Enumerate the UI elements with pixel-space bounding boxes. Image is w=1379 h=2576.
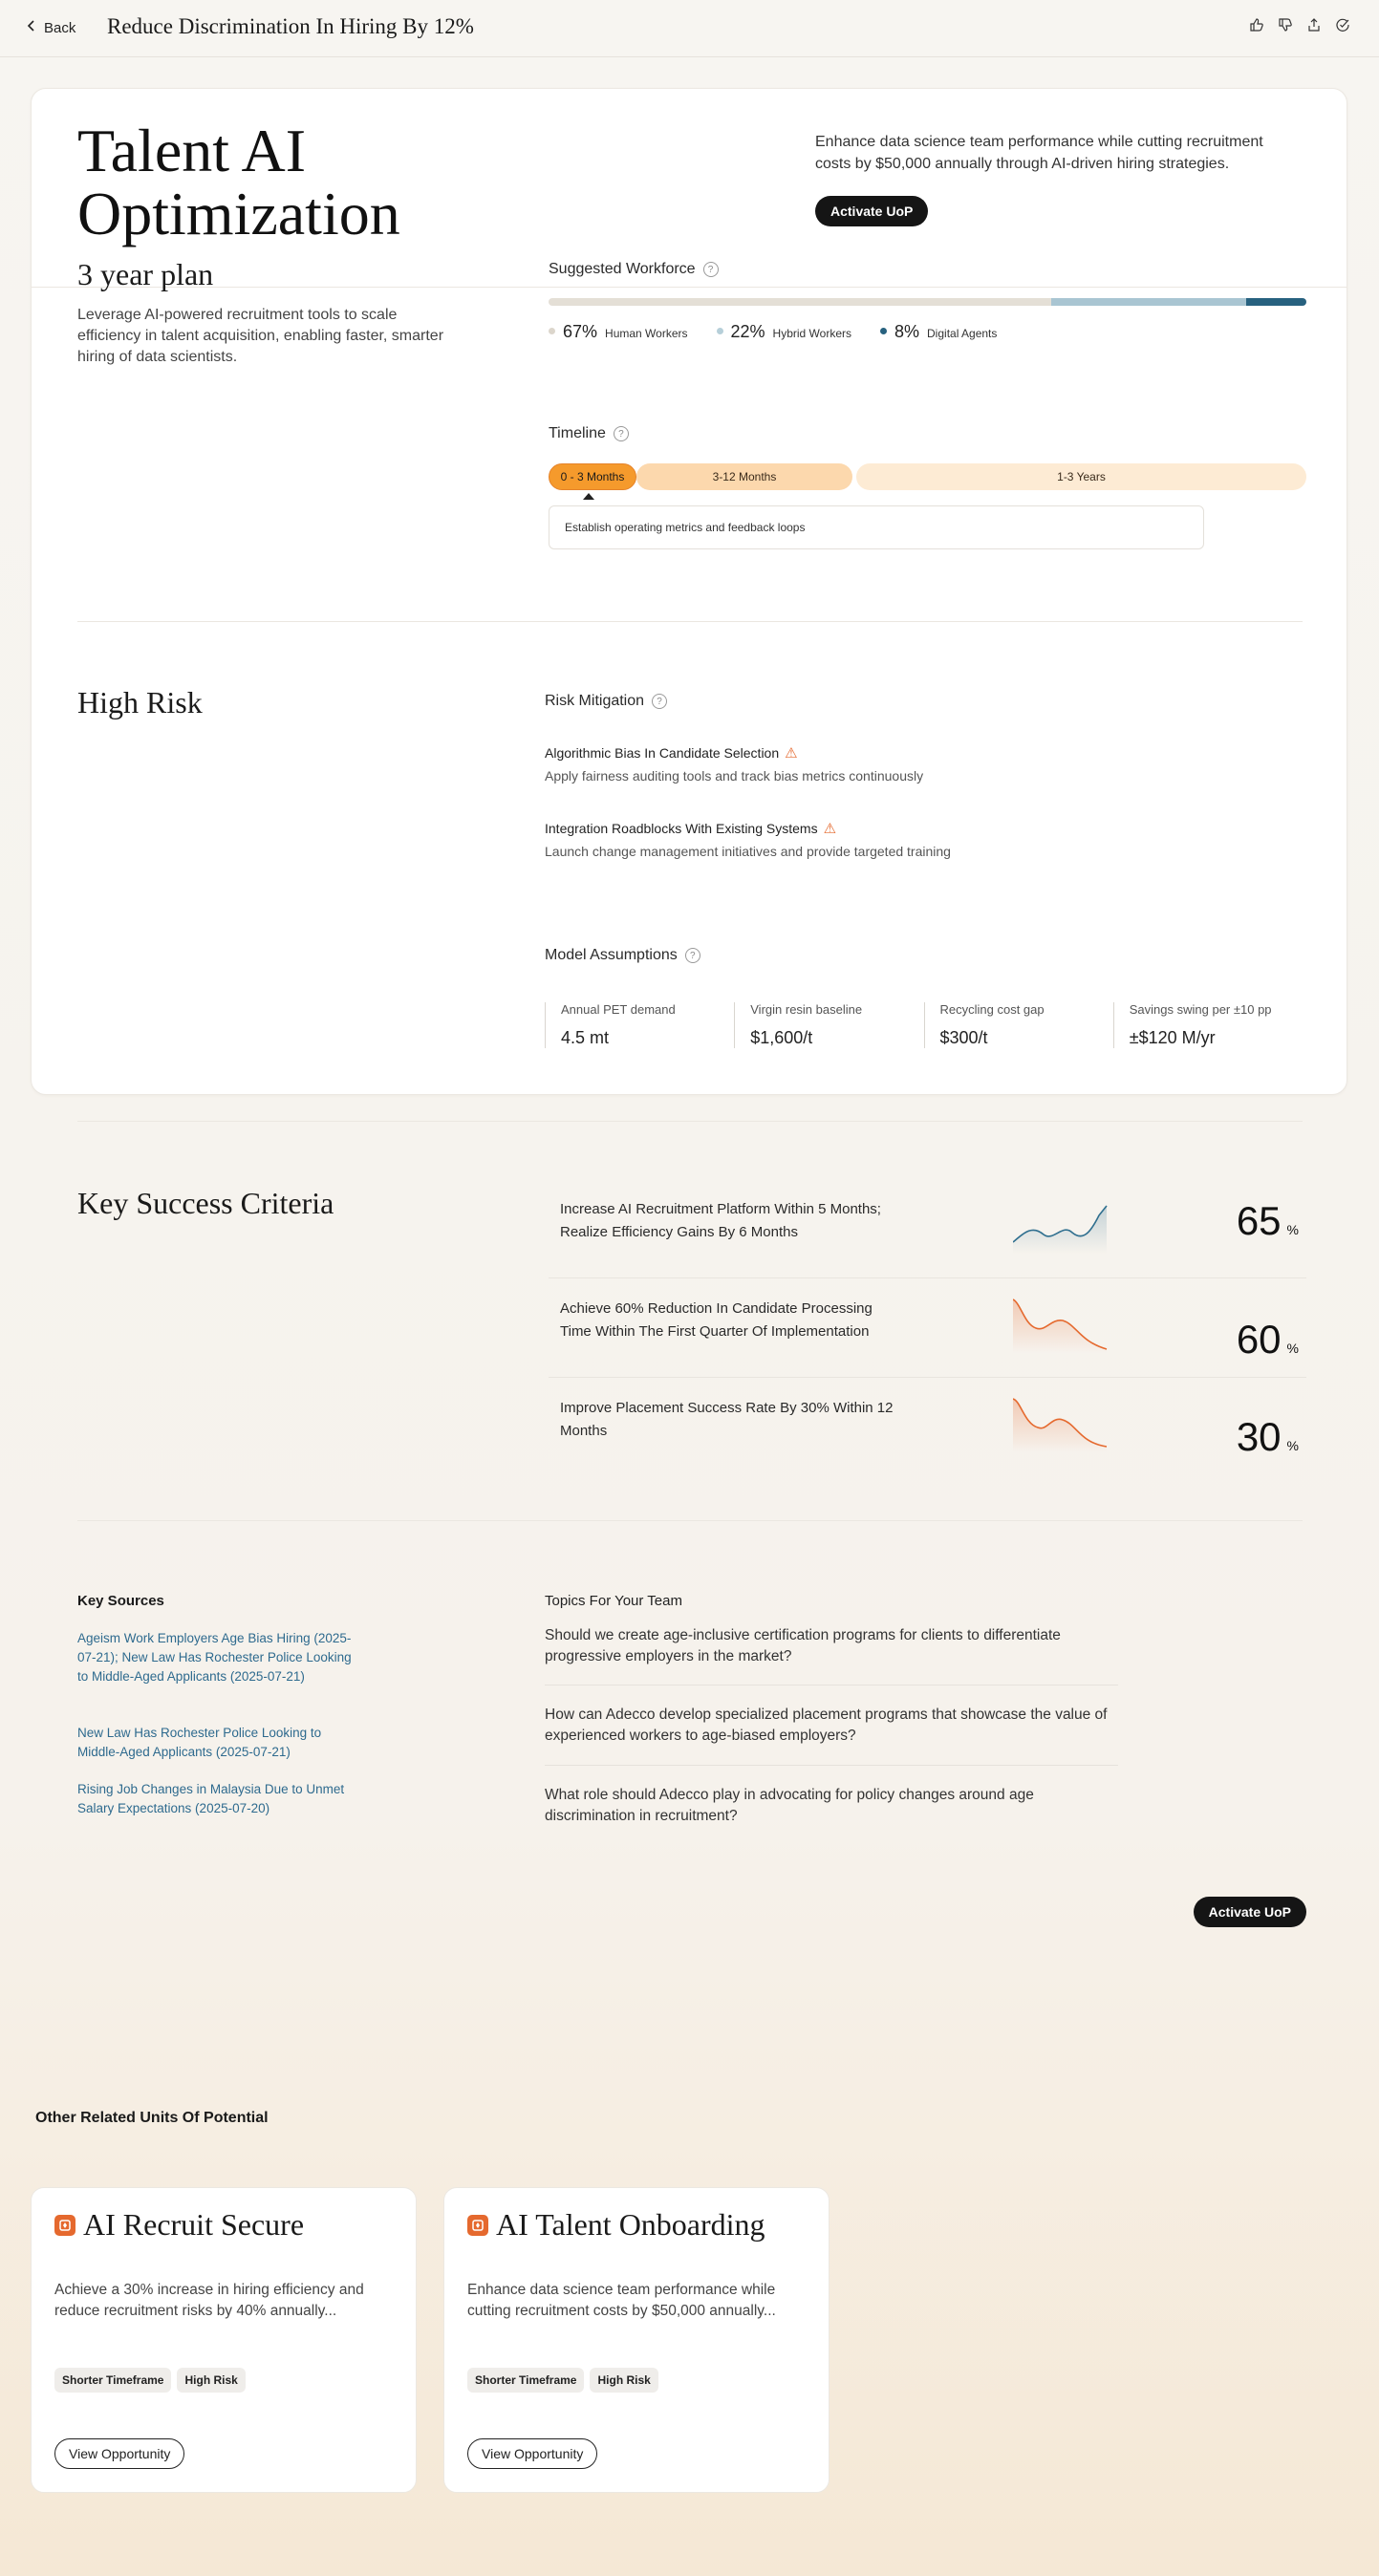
criterion-text: Achieve 60% Reduction In Candidate Processing Time Within The First Quarter Of Implementation xyxy=(560,1300,873,1340)
assumption-item xyxy=(924,1002,1108,1048)
help-icon[interactable]: ? xyxy=(703,262,719,277)
divider xyxy=(77,621,1303,622)
related-heading: Other Related Units Of Potential xyxy=(35,2110,269,2126)
warning-icon: ⚠ xyxy=(823,821,837,837)
top-bar xyxy=(0,0,1379,57)
assumption-label: Virgin resin baseline xyxy=(750,1002,863,1017)
divider xyxy=(32,287,1347,288)
activate-uop-button[interactable]: Activate UoP xyxy=(815,196,928,226)
risk-title: Integration Roadblocks With Existing Systems xyxy=(545,821,818,836)
tag: Shorter Timeframe xyxy=(54,2368,171,2393)
hero-title: Talent AI Optimization xyxy=(77,117,400,247)
tag: High Risk xyxy=(177,2368,245,2393)
topic-item[interactable]: What role should Adecco play in advocating for policy changes around age discrimination in recruitment? xyxy=(545,1787,1034,1824)
risk-item xyxy=(545,820,951,859)
workforce-legend xyxy=(549,322,997,342)
page-title: Reduce Discrimination In Hiring By 12% xyxy=(107,14,474,38)
criterion-number: 30 xyxy=(1236,1414,1282,1459)
back-label: Back xyxy=(44,19,76,36)
risk-description: Apply fairness auditing tools and track bias metrics continuously xyxy=(545,768,924,784)
divider xyxy=(77,1121,1303,1122)
view-opportunity-button[interactable]: View Opportunity xyxy=(54,2438,184,2469)
legend-dot-icon xyxy=(717,328,723,334)
legend-dot-icon xyxy=(549,328,555,334)
related-card xyxy=(31,2187,417,2493)
success-criterion xyxy=(549,1179,1306,1278)
criterion-unit: % xyxy=(1286,1341,1299,1356)
related-card-description: Enhance data science team performance while cutting recruitment costs by $50,000 annually... xyxy=(467,2282,776,2319)
workforce-percent: 22% xyxy=(730,322,765,341)
timeline-segment-1-3-years[interactable]: 1-3 Years xyxy=(856,463,1306,490)
workforce-name: Hybrid Workers xyxy=(772,327,851,340)
model-assumptions xyxy=(545,1002,1303,1048)
success-criterion xyxy=(549,1378,1306,1477)
risk-heading: High Risk xyxy=(77,685,203,719)
workforce-bar-segment xyxy=(549,298,1051,306)
related-card-description: Achieve a 30% increase in hiring efficiency and reduce recruitment risks by 40% annually... xyxy=(54,2282,364,2319)
tag: High Risk xyxy=(590,2368,657,2393)
main-card xyxy=(31,88,1347,1920)
success-heading: Key Success Criteria xyxy=(77,1186,334,1220)
divider xyxy=(77,1520,1303,1521)
workforce-percent: 8% xyxy=(894,322,920,341)
plan-description: Leverage AI-powered recruitment tools to scale efficiency in talent acquisition, enabling faster, smarter hiring of data scientists. xyxy=(77,307,444,365)
workforce-label-text: Suggested Workforce xyxy=(549,261,696,277)
trend-sparkline xyxy=(1013,1296,1109,1353)
warning-icon: ⚠ xyxy=(785,745,798,762)
assumption-value: $1,600/t xyxy=(750,1028,813,1047)
workforce-bar-segment xyxy=(1246,298,1306,306)
workforce-legend-item xyxy=(717,322,852,342)
workforce-name: Human Workers xyxy=(605,327,688,340)
related-card xyxy=(443,2187,830,2493)
hero-description: Enhance data science team performance while cutting recruitment costs by $50,000 annually through AI-driven hiring strategies. xyxy=(815,134,1263,172)
back-button[interactable] xyxy=(27,19,75,36)
criterion-value xyxy=(1237,1317,1299,1363)
timeline-segment-0-3-months[interactable]: 0 - 3 Months xyxy=(549,463,636,490)
criterion-unit: % xyxy=(1286,1222,1299,1237)
thumbs-up-icon[interactable] xyxy=(1249,17,1264,32)
criterion-unit: % xyxy=(1286,1438,1299,1453)
sources-heading: Key Sources xyxy=(77,1593,164,1609)
timeline-detail: Establish operating metrics and feedback loops xyxy=(549,505,1204,549)
timeline-caret-icon xyxy=(583,493,594,500)
brand-logo-icon xyxy=(54,2215,75,2236)
source-link[interactable]: Rising Job Changes in Malaysia Due to Unmet Salary Expectations (2025-07-20) xyxy=(77,1782,345,1815)
help-icon[interactable]: ? xyxy=(652,694,667,709)
assumption-label: Recycling cost gap xyxy=(939,1002,1045,1017)
workforce-legend-item xyxy=(549,322,688,342)
assumption-value: ±$120 M/yr xyxy=(1129,1028,1216,1047)
topic-item[interactable]: How can Adecco develop specialized placement programs that showcase the value of experienced workers to age-biased employers? xyxy=(545,1707,1108,1744)
assumption-label: Savings swing per ±10 pp xyxy=(1129,1002,1272,1017)
timeline-bar xyxy=(549,463,1306,490)
source-link[interactable]: New Law Has Rochester Police Looking to Middle-Aged Applicants (2025-07-21) xyxy=(77,1726,322,1759)
divider xyxy=(545,1765,1118,1766)
model-assumptions-label-text: Model Assumptions xyxy=(545,947,678,963)
activate-uop-button[interactable]: Activate UoP xyxy=(1194,1897,1306,1927)
brand-logo-icon xyxy=(467,2215,488,2236)
assumption-label: Annual PET demand xyxy=(561,1002,676,1017)
share-icon[interactable] xyxy=(1306,17,1322,32)
risk-description: Launch change management initiatives and provide targeted training xyxy=(545,844,951,859)
assumption-item xyxy=(545,1002,728,1048)
topics-heading: Topics For Your Team xyxy=(545,1593,682,1609)
timeline-label xyxy=(549,425,629,442)
criterion-text: Improve Placement Success Rate By 30% Within 12 Months xyxy=(560,1400,894,1439)
workforce-name: Digital Agents xyxy=(927,327,998,340)
assumption-value: $300/t xyxy=(939,1028,988,1047)
criterion-value xyxy=(1237,1414,1299,1460)
topic-item[interactable]: Should we create age-inclusive certification programs for clients to differentiate progressive employers in the market? xyxy=(545,1627,1061,1664)
assumption-item xyxy=(1113,1002,1297,1048)
help-icon[interactable]: ? xyxy=(685,948,700,963)
timeline-label-text: Timeline xyxy=(549,425,606,441)
success-criterion xyxy=(549,1278,1306,1378)
workforce-legend-item xyxy=(880,322,997,342)
workforce-bar xyxy=(549,298,1306,306)
workforce-percent: 67% xyxy=(563,322,598,341)
tag: Shorter Timeframe xyxy=(467,2368,584,2393)
trend-sparkline xyxy=(1013,1196,1109,1254)
risk-item xyxy=(545,744,923,784)
legend-dot-icon xyxy=(880,328,887,334)
assumption-value: 4.5 mt xyxy=(561,1028,610,1047)
related-card-title: AI Recruit Secure xyxy=(83,2207,305,2242)
model-assumptions-label xyxy=(545,947,700,964)
workforce-bar-segment xyxy=(1051,298,1246,306)
timeline-segment-3-12-months[interactable]: 3-12 Months xyxy=(636,463,852,490)
help-icon[interactable]: ? xyxy=(614,426,629,441)
check-icon[interactable] xyxy=(1335,17,1350,32)
source-link[interactable]: Ageism Work Employers Age Bias Hiring (2025-07-21); New Law Has Rochester Police Looking to Middle-Aged Applicants (2025-07-21) xyxy=(77,1631,352,1684)
workforce-label xyxy=(549,261,719,278)
trend-sparkline xyxy=(1013,1395,1109,1452)
assumption-item xyxy=(734,1002,917,1048)
criterion-number: 60 xyxy=(1236,1317,1282,1362)
plan-heading: 3 year plan xyxy=(77,257,214,291)
risk-mitigation-label xyxy=(545,693,667,710)
chevron-left-icon xyxy=(27,19,36,36)
thumbs-down-icon[interactable] xyxy=(1278,17,1293,32)
related-card-title: AI Talent Onboarding xyxy=(496,2207,765,2242)
criterion-text: Increase AI Recruitment Platform Within 5 Months; Realize Efficiency Gains By 6 Months xyxy=(560,1201,881,1240)
risk-mitigation-label-text: Risk Mitigation xyxy=(545,693,645,709)
view-opportunity-button[interactable]: View Opportunity xyxy=(467,2438,597,2469)
risk-title: Algorithmic Bias In Candidate Selection xyxy=(545,745,780,761)
criterion-number: 65 xyxy=(1236,1198,1282,1243)
criterion-value xyxy=(1237,1198,1299,1244)
